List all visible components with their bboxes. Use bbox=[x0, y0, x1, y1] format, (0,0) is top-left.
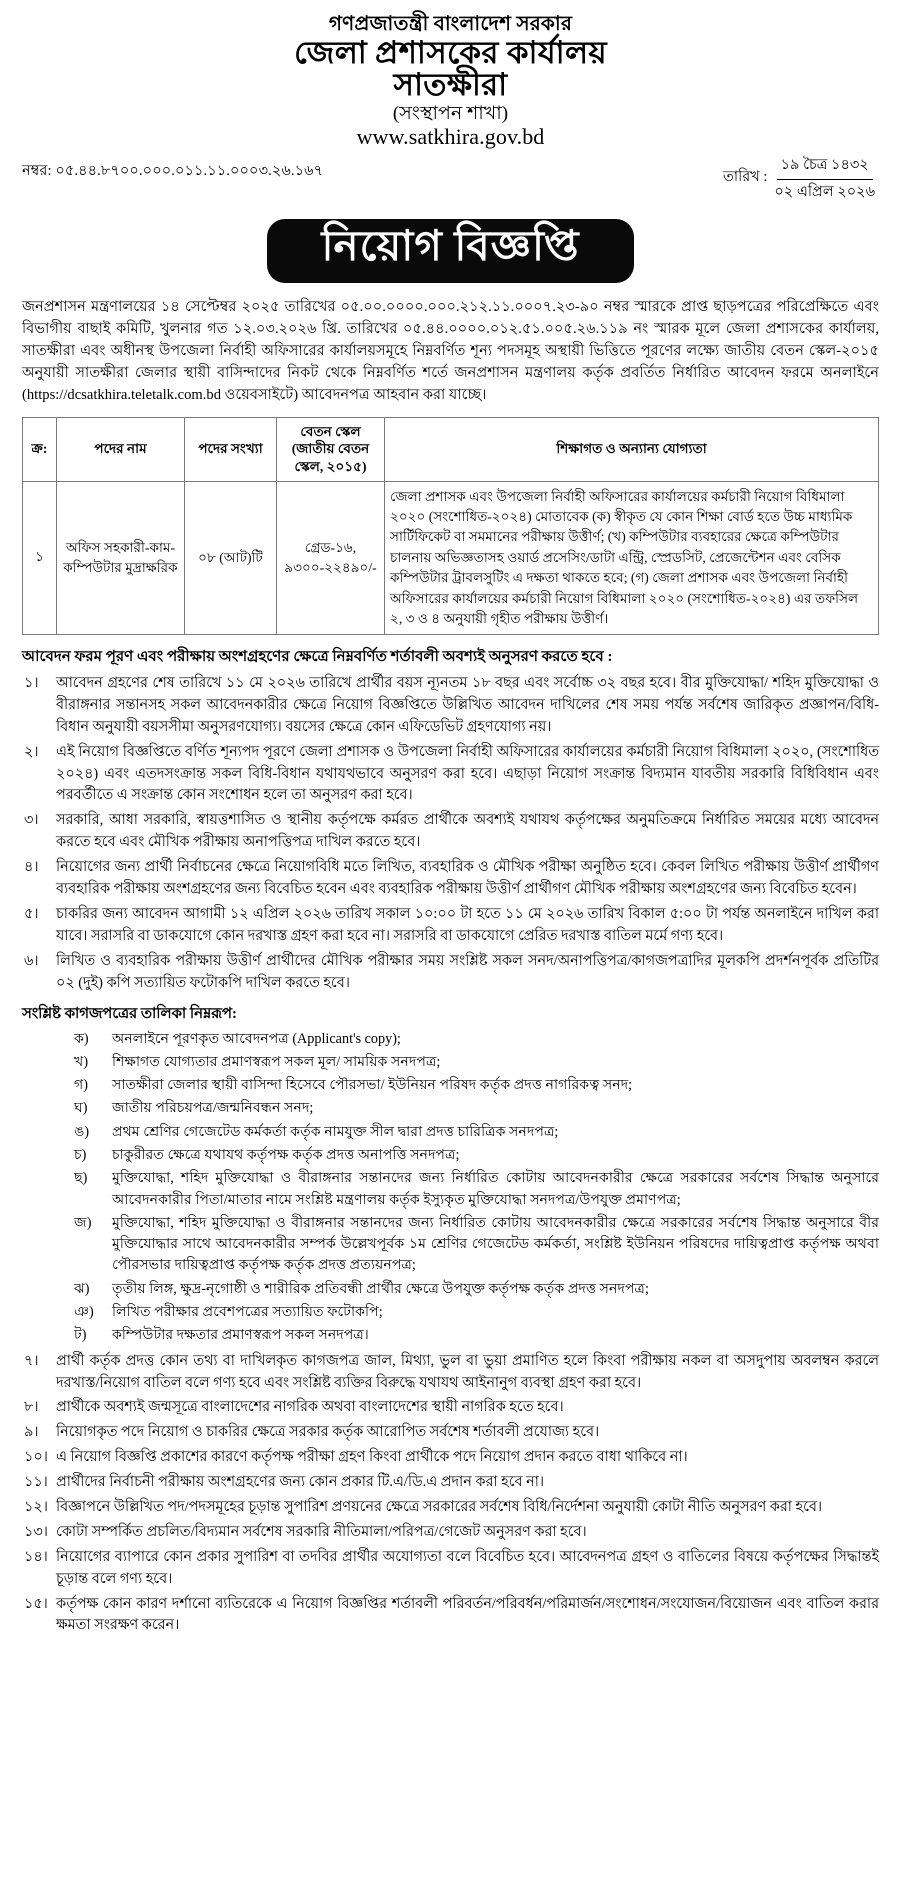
list-item-number: ঙ) bbox=[74, 1123, 90, 1140]
list-item bbox=[22, 742, 879, 808]
cell-serial: ১ bbox=[23, 481, 57, 635]
list-item-number: ১৪। bbox=[24, 1548, 48, 1565]
list-item-text: কোটা সম্পর্কিত প্রচলিত/বিদ্যমান সর্বশেষ সরকারি নীতিমালা/পরিপত্র/গেজেট অনুসরণ করা হবে। bbox=[56, 1523, 587, 1540]
list-item-text: প্রার্থীকে অবশ্যই জন্মসূত্রে বাংলাদেশের নাগরিক অথবা বাংলাদেশের স্থায়ী নাগরিক হতে হবে। bbox=[56, 1399, 564, 1416]
letterhead bbox=[22, 14, 879, 148]
list-item-number: ৮। bbox=[24, 1399, 39, 1416]
government-name: গণপ্রজাতন্ত্রী বাংলাদেশ সরকার bbox=[328, 13, 573, 35]
cell-pay-scale: গ্রেড-১৬, ৯৩০০-২২৪৯০/- bbox=[277, 481, 385, 635]
list-item bbox=[74, 1279, 879, 1300]
list-item bbox=[22, 1522, 879, 1544]
list-item bbox=[74, 1168, 879, 1211]
list-item-number: ১০। bbox=[24, 1449, 48, 1466]
list-item-number: ৩। bbox=[24, 812, 39, 829]
list-item-text: তৃতীয় লিঙ্গ, ক্ষুদ্র-নৃগোষ্ঠী ও শারীরিক প্রতিবন্ধী প্রার্থীর ক্ষেত্রে উপযুক্ত কর্তৃপক্ষ কর্তৃক প্রদত্ত সনদপত্র; bbox=[112, 1280, 649, 1297]
cell-post-name: অফিস সহকারী-কাম-কম্পিউটার মুদ্রাক্ষরিক bbox=[57, 481, 185, 635]
cell-post-count: ০৮ (আট)টি bbox=[185, 481, 277, 635]
header-serial: ক্র: bbox=[23, 417, 57, 481]
list-item bbox=[22, 1472, 879, 1494]
list-item-text: বিজ্ঞাপনে উল্লিখিত পদ/পদসমূহের চূড়ান্ত সুপারিশ প্রণয়নের ক্ষেত্রে সরকারের সর্বশেষ বিধি/নির্দেশনা অনুযায়ী কোটা নীতি অনুসরণ করা হবে। bbox=[56, 1499, 823, 1515]
list-item-number: ক) bbox=[74, 1030, 89, 1047]
list-item bbox=[74, 1098, 879, 1119]
list-item-number: ৯। bbox=[24, 1424, 39, 1441]
list-item-number: ১১। bbox=[24, 1474, 48, 1491]
list-item-text: মুক্তিযোদ্ধা, শহিদ মুক্তিযোদ্ধা ও বীরাঙ্গনার সন্তানদের জন্য নির্ধারিত কোটায় আবেদনকারীর ক্ষেত্রে সরকারের সর্বশেষ সিদ্ধান্ত অনুসারে আবেদনকারীর পিতা/মাতার নামে সংশ্লিষ্ট মন্ত্রণালয় কর্তৃক ইস্যুকৃত মুক্তিযোদ্ধা সনদপত্র/উপযুক্ত প্রমাণপত্র; bbox=[112, 1170, 879, 1208]
list-item-number: ছ) bbox=[74, 1170, 88, 1187]
list-item-number: ১৩। bbox=[24, 1523, 48, 1540]
list-item bbox=[74, 1122, 879, 1143]
list-item-text: প্রার্থী কর্তৃক প্রদত্ত কোন তথ্য বা দাখিলকৃত কাগজপত্র জাল, মিথ্যা, ভুল বা ভুয়া প্রমাণিত হলে কিংবা পরীক্ষায় নকল বা অসদুপায় অবলম্বন করলে দরখাস্ত/নিয়োগ বাতিল বলে গণ্য হবে এবং সংশ্লিষ্ট ব্যক্তির বিরুদ্ধে যথাযথ আইনানুগ ব্যবস্থা গ্রহণ করা হবে। bbox=[56, 1352, 879, 1391]
list-item bbox=[22, 1447, 879, 1469]
list-item-text: শিক্ষাগত যোগ্যতার প্রমাণস্বরূপ সকল মূল/ সাময়িক সনদপত্র; bbox=[112, 1053, 441, 1070]
list-item-text: মুক্তিযোদ্ধা, শহিদ মুক্তিযোদ্ধা ও বীরাঙ্গনার সন্তানদের জন্য নির্ধারিত কোটায় আবেদনকারীর ক্ষেত্রে সরকারের সর্বশেষ সিদ্ধান্ত অনুসারে বীর মুক্তিযোদ্ধার সাথে আবেদনকারীর সম্পর্ক উল্লেখপূর্বক ১ম শ্রেণির গেজেটেড কর্মকর্তা, সংশ্লিষ্ট ইউনিয়ন পরিষদের দায়িত্বপ্রাপ্ত কর্তৃপক্ষ অথবা পৌরসভার দায়িত্বপ্রাপ্ত কর্তৃপক্ষ কর্তৃক প্রদত্ত প্রত্যয়নপত্র; bbox=[112, 1214, 879, 1274]
list-item bbox=[22, 1547, 879, 1591]
list-item-text: কর্তৃপক্ষ কোন কারণ দর্শানো ব্যতিরেকে এ নিয়োগ বিজ্ঞপ্তির শর্তাবলী পরিবর্তন/পরিবর্ধন/পরিমার্জন/সংশোধন/সংযোজন/বিয়োজন এবং বাতিল করার ক্ষমতা সংরক্ষণ করেন। bbox=[56, 1595, 879, 1634]
header-post-count: পদের সংখ্যা bbox=[185, 417, 277, 481]
list-item-number: ঘ) bbox=[74, 1100, 88, 1117]
table-row bbox=[23, 481, 879, 635]
list-item bbox=[22, 673, 879, 739]
list-item bbox=[74, 1052, 879, 1073]
list-item bbox=[22, 1351, 879, 1395]
list-item-text: এই নিয়োগ বিজ্ঞপ্তিতে বর্ণিত শূন্যপদ পূরণে জেলা প্রশাসক ও উপজেলা নির্বাহী অফিসারের কার্যালয়ের কর্মচারী নিয়োগ বিধিমালা ২০২০, (সংশোধিত ২০২৪) এবং এতদসংক্রান্ত সকল বিধি-বিধান যথাযথভাবে অনুসরণ করা হবে। এছাড়া নিয়োগ সংক্রান্ত বিদ্যমান যাবতীয় সরকারি বিধিবিধান এবং পরবর্তীতে এ সংক্রান্ত কোন সংশোধন হলে তা অনুসরণ করা হবে। bbox=[56, 743, 879, 804]
memo-number-value: ০৫.৪৪.৮৭০০.০০০.০১১.১১.০০০৩.২৬.১৬৭ bbox=[55, 163, 324, 180]
memo-date-bangla: ১৯ চৈত্র ১৪৩২ bbox=[777, 154, 873, 180]
list-item bbox=[74, 1029, 879, 1050]
list-item bbox=[22, 857, 879, 901]
memo-date-gregorian: ০২ এপ্রিল ২০২৬ bbox=[774, 184, 875, 201]
office-name: জেলা প্রশাসকের কার্যালয় bbox=[294, 35, 607, 70]
list-item bbox=[22, 1422, 879, 1444]
list-item-number: ১৫। bbox=[24, 1595, 48, 1612]
title-banner-wrap bbox=[22, 219, 879, 283]
conditions-list-secondary bbox=[22, 1351, 879, 1638]
conditions-list-primary bbox=[22, 673, 879, 994]
list-item-text: নিয়োগকৃত পদে নিয়োগ ও চাকরির ক্ষেত্রে সরকার কর্তৃক আরোপিত সর্বশেষ শর্তাবলী প্রযোজ্য হবে। bbox=[56, 1424, 600, 1441]
memo-date-stack bbox=[770, 154, 879, 205]
list-item bbox=[22, 951, 879, 995]
list-item-number: খ) bbox=[74, 1053, 89, 1070]
website-url: www.satkhira.gov.bd bbox=[356, 124, 545, 150]
list-item bbox=[22, 1594, 879, 1638]
list-item-number: ৬। bbox=[24, 952, 39, 969]
intro-paragraph: জনপ্রশাসন মন্ত্রণালয়ের ১৪ সেপ্টেম্বর ২০২৫ তারিখের ০৫.০০.০০০০.০০০.২১২.১১.০০০৭.২৩-৯০ নম্বর স্মারকে প্রাপ্ত ছাড়পত্রের পরিপ্রেক্ষিতে এবং বিভাগীয় বাছাই কমিটি, খুলনার গত ১২.০৩.২০২৬ খ্রি. তারিখের ০৫.৪৪.০০০০.০১২.৫১.০০৫.২৬.১১৯ নং স্মারক মূলে জেলা প্রশাসকের কার্যালয়, সাতক্ষীরা এবং অধীনস্থ উপজেলা নির্বাহী অফিসারের কার্যালয়সমূহে নিম্নবর্ণিত শূন্য পদসমূহ অস্থায়ী ভিত্তিতে পূরণের লক্ষ্যে জাতীয় বেতন স্কেল-২০১৫ অনুযায়ী সাতক্ষীরা জেলার স্থায়ী বাসিন্দাদের নিকট থেকে নিম্নবর্ণিত শর্তে জনপ্রশাসন মন্ত্রণালয় কর্তৃক প্রবর্তিত নির্ধারিত আবেদন ফরমে অনলাইনে (https://dcsatkhira.teletalk.com.bd ওয়েবসাইটে) আবেদনপত্র আহবান করা যাচ্ছে। bbox=[22, 298, 879, 404]
list-item-text: প্রথম শ্রেণির গেজেটেড কর্মকর্তা কর্তৃক নামযুক্ত সীল দ্বারা প্রদত্ত চারিত্রিক সনদপত্র; bbox=[112, 1123, 559, 1140]
list-item-number: চ) bbox=[74, 1146, 87, 1163]
list-item-text: লিখিত পরীক্ষার প্রবেশপত্রের সত্যায়িত ফটোকপি; bbox=[112, 1304, 383, 1321]
documents-list bbox=[22, 1029, 879, 1347]
header-qualification: শিক্ষাগত ও অন্যান্য যোগ্যতা bbox=[385, 417, 879, 481]
list-item-text: চাকুরীরত ক্ষেত্রে যথাযথ কর্তৃপক্ষ কর্তৃক প্রদত্ত অনাপত্তি সনদপত্র; bbox=[112, 1146, 460, 1163]
header-pay-scale: বেতন স্কেল (জাতীয় বেতন স্কেল, ২০১৫) bbox=[277, 417, 385, 481]
memo-number bbox=[22, 154, 323, 184]
memo-date-label: তারিখ : bbox=[722, 169, 768, 186]
list-item bbox=[74, 1302, 879, 1323]
district-name: সাতক্ষীরা bbox=[393, 66, 508, 102]
list-item-number: ৫। bbox=[24, 905, 39, 922]
list-item bbox=[74, 1145, 879, 1166]
list-item-number: ঞ) bbox=[74, 1304, 94, 1321]
list-item bbox=[74, 1213, 879, 1277]
list-item bbox=[22, 904, 879, 948]
list-item-text: এ নিয়োগ বিজ্ঞপ্তি প্রকাশের কারণে কর্তৃপক্ষ পরীক্ষা গ্রহণ কিংবা প্রার্থীকে পদে নিয়োগ প্রদান করতে বাধা থাকিবে না। bbox=[56, 1449, 688, 1466]
list-item-number: গ) bbox=[74, 1077, 89, 1094]
list-item-number: ট) bbox=[74, 1327, 87, 1344]
list-item-text: প্রার্থীদের নির্বাচনী পরীক্ষায় অংশগ্রহণের জন্য কোন প্রকার টি.এ/ডি.এ প্রদান করা হবে না। bbox=[56, 1474, 545, 1491]
list-item-text: নিয়োগের জন্য প্রার্থী নির্বাচনের ক্ষেত্রে নিয়োগবিধি মতে লিখিত, ব্যবহারিক ও মৌখিক পরীক্ষা অনুষ্ঠিত হবে। কেবল লিখিত পরীক্ষায় উত্তীর্ণ প্রার্থীগণ ব্যবহারিক পরীক্ষায় অংশগ্রহণের জন্য বিবেচিত হবেন এবং ব্যবহারিক পরীক্ষায় উত্তীর্ণ প্রার্থীগণ মৌখিক পরীক্ষায় অংশগ্রহণের জন্য বিবেচিত হবেন। bbox=[56, 859, 879, 898]
memo-row bbox=[22, 154, 879, 205]
list-item bbox=[22, 1497, 879, 1519]
list-item-text: চাকরির জন্য আবেদন আগামী ১২ এপ্রিল ২০২৬ তারিখ সকাল ১০:০০ টা হতে ১১ মে ২০২৬ তারিখ বিকাল ৫:০০ টা পর্যন্ত অনলাইনে দাখিল করা যাবে। সরাসরি বা ডাকযোগে কোন দরখাস্ত গ্রহণ করা হবে না। সরাসরি বা ডাকযোগে প্রেরিত দরখাস্ত বাতিল মর্মে গণ্য হবে। bbox=[56, 905, 879, 944]
list-item-text: নিয়োগের ব্যাপারে কোন প্রকার সুপারিশ বা তদবির প্রার্থীর অযোগ্যতা বলে বিবেচিত হবে। আবেদনপত্র গ্রহণ ও বাতিলের বিষয়ে কর্তৃপক্ষের সিদ্ধান্তই চূড়ান্ত বলে গণ্য হবে। bbox=[56, 1548, 879, 1587]
branch-name: (সংস্থাপন শাখা) bbox=[392, 103, 509, 125]
list-item bbox=[22, 1397, 879, 1419]
list-item-text: জাতীয় পরিচয়পত্র/জন্মনিবন্ধন সনদ; bbox=[112, 1100, 314, 1117]
circular-title-banner: নিয়োগ বিজ্ঞপ্তি bbox=[267, 219, 633, 283]
vacancy-table-body bbox=[23, 481, 879, 635]
list-item-text: কম্পিউটার দক্ষতার প্রমাণস্বরূপ সকল সনদপত্র। bbox=[112, 1327, 369, 1344]
table-header-row bbox=[23, 417, 879, 481]
list-item-text: অনলাইনে পূরণকৃত আবেদনপত্র (Applicant's copy); bbox=[112, 1030, 401, 1047]
list-item-number: ৭। bbox=[24, 1352, 39, 1369]
list-item-number: ঝ) bbox=[74, 1280, 90, 1297]
documents-heading: সংশ্লিষ্ট কাগজপত্রের তালিকা নিম্নরূপ: bbox=[22, 1005, 237, 1022]
list-item-number: ৪। bbox=[24, 859, 39, 876]
list-item bbox=[74, 1075, 879, 1096]
list-item-text: লিখিত ও ব্যবহারিক পরীক্ষায় উত্তীর্ণ প্রার্থীদের মৌখিক পরীক্ষার সময় সংশ্লিষ্ট সকল সনদ/অনাপত্তিপত্র/কাগজপত্রাদির মূলকপি প্রদর্শনপূর্বক প্রতিটির ০২ (দুই) কপি সত্যায়িত ফটোকপি দাখিল করতে হবে। bbox=[56, 952, 879, 991]
conditions-heading: আবেদন ফরম পূরণ এবং পরীক্ষায় অংশগ্রহণের ক্ষেত্রে নিম্নবর্ণিত শর্তাবলী অবশ্যই অনুসরণ করতে হবে : bbox=[22, 649, 613, 666]
list-item-number: ১। bbox=[24, 675, 39, 692]
list-item-text: সরকারি, আধা সরকারি, স্বায়ত্তশাসিত ও স্থানীয় কর্তৃপক্ষে কর্মরত প্রার্থীকে অবশ্যই যথাযথ কর্তৃপক্ষের অনুমতিক্রমে নির্ধারিত সময়ের মধ্যে আবেদন করতে হবে এবং মৌখিক পরীক্ষায় অনাপত্তিপত্র দাখিল করতে হবে। bbox=[56, 812, 879, 851]
list-item-number: ১২। bbox=[24, 1499, 48, 1515]
memo-date bbox=[723, 154, 879, 205]
list-item-text: আবেদন গ্রহণের শেষ তারিখে ১১ মে ২০২৬ তারিখে প্রার্থীর বয়স ন্যূনতম ১৮ বছর এবং সর্বোচ্চ ৩২ বছর হবে। বীর মুক্তিযোদ্ধা/ শহিদ মুক্তিযোদ্ধা ও বীরাঙ্গনার সন্তানসহ সকল আবেদনকারীর ক্ষেত্রে নিয়োগ বিজ্ঞপ্তিতে উল্লিখিত আবেদন দাখিলের শেষ সময় পর্যন্ত সর্বশেষ জারিকৃত প্রজ্ঞাপন/বিধি-বিধান অনুযায়ী বয়সসীমা অনুসরণযোগ্য। বয়সের ক্ষেত্রে কোন এফিডেভিট গ্রহণযোগ্য নয়। bbox=[56, 675, 879, 735]
vacancy-table bbox=[22, 417, 879, 636]
memo-number-label: নম্বর: bbox=[22, 163, 52, 180]
list-item bbox=[22, 810, 879, 854]
list-item bbox=[74, 1325, 879, 1346]
list-item-number: ২। bbox=[24, 743, 39, 760]
header-post-name: পদের নাম bbox=[57, 417, 185, 481]
list-item-number: জ) bbox=[74, 1214, 92, 1231]
vacancy-table-head bbox=[23, 417, 879, 481]
cell-qualification: জেলা প্রশাসক এবং উপজেলা নির্বাহী অফিসারের কার্যালয়ের কর্মচারী নিয়োগ বিধিমালা ২০২০ (সংশোধিত-২০২৪) মোতাবেক (ক) স্বীকৃত যে কোন শিক্ষা বোর্ড হতে উচ্চ মাধ্যমিক সার্টিফিকেট বা সমমানের পরীক্ষায় উত্তীর্ণ; (খ) কম্পিউটার ব্যবহারের ক্ষেত্রে কম্পিউটার চালনায় অভিজ্ঞতাসহ ওয়ার্ড প্রসেসিং/ডাটা এন্ট্রি, স্প্রেডসিট, প্রেজেন্টেশন এবং বেসিক কম্পিউটার ট্রাবলসুটিং এ দক্ষতা থাকতে হবে; (গ) জেলা প্রশাসক এবং উপজেলা নির্বাহী অফিসারের কার্যালয়ের কর্মচারী নিয়োগ বিধিমালা ২০২০ (সংশোধিত-২০২৪) এর তফসিল ২, ৩ ও ৪ অনুযায়ী গৃহীত পরীক্ষায় উত্তীর্ণ। bbox=[385, 481, 879, 635]
list-item-text: সাতক্ষীরা জেলার স্থায়ী বাসিন্দা হিসেবে পৌরসভা/ ইউনিয়ন পরিষদ কর্তৃক প্রদত্ত নাগরিকত্ব সনদ; bbox=[112, 1077, 633, 1094]
